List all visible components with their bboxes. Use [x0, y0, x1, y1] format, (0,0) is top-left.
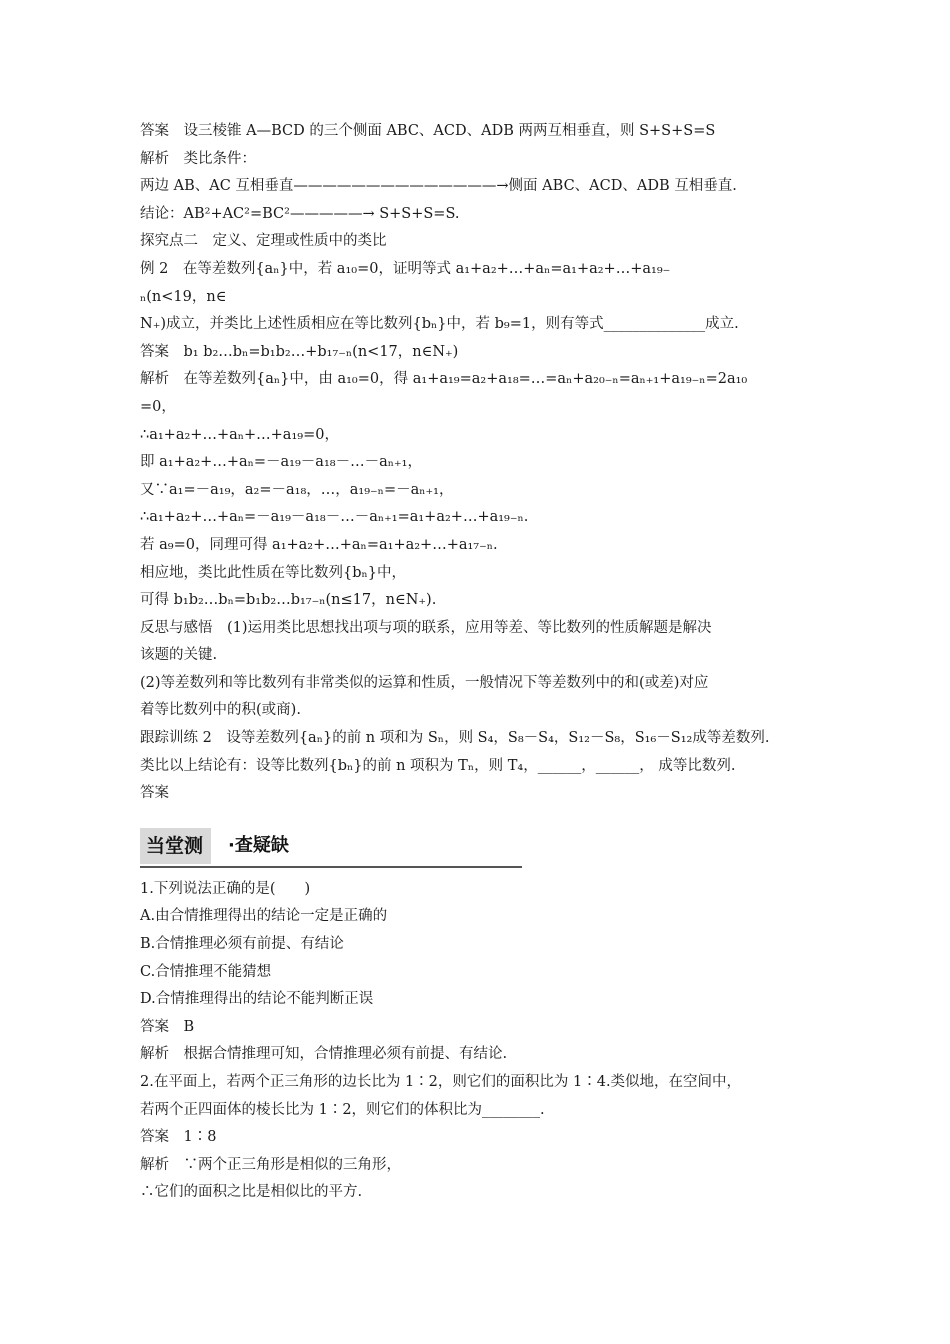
analysis-line-cont: ∴它们的面积之比是相似比的平方.: [140, 1184, 363, 1201]
exploration-heading: 探究点二 定义、定理或性质中的类比: [140, 233, 387, 250]
derivation-line: 若 a₉=0，同理可得 a₁+a₂+…+aₙ=a₁+a₂+…+a₁₇₋ₙ.: [140, 536, 498, 553]
question-1: 1.下列说法正确的是( ): [140, 880, 311, 897]
answer-line: 答案 B: [140, 1018, 195, 1035]
example-2-line-cont: N₊)成立，并类比上述性质相应在等比数列{bₙ}中，若 b₉=1，则有等式______________成立.: [140, 316, 739, 333]
question-2-cont: 若两个正四面体的棱长比为 1∶2，则它们的体积比为________.: [140, 1101, 545, 1118]
derivation-line: ∴a₁+a₂+…+aₙ+…+a₁₉=0，: [140, 426, 339, 443]
derivation-line: 又∵a₁=－a₁₉，a₂=－a₁₈，…，a₁₉₋ₙ=－aₙ₊₁，: [140, 481, 454, 498]
option-d: D.合情推理得出的结论不能判断正误: [140, 991, 374, 1008]
section-subtitle: ·查疑缺: [228, 834, 289, 856]
reflection-line: (2)等差数列和等比数列有非常类似的运算和性质，一般情况下等差数列中的和(或差)对应: [140, 674, 709, 691]
reflection-line: 反思与感悟 (1)运用类比思想找出项与项的联系，应用等差、等比数列的性质解题是解决: [140, 619, 712, 636]
option-b: B.合情推理必须有前提、有结论: [140, 936, 344, 953]
analysis-line: 解析 类比条件：: [140, 150, 256, 167]
conclusion-line: 结论：AB²+AC²=BC²—————→ S+S+S=S.: [140, 205, 460, 222]
derivation-line: ∴a₁+a₂+…+aₙ=－a₁₉－a₁₈－…－aₙ₊₁=a₁+a₂+…+a₁₉₋ₙ.: [140, 509, 529, 526]
document-page: [140, 118, 830, 1207]
example-2-line: 例 2 在等差数列{aₙ}中，若 a₁₀=0，证明等式 a₁+a₂+…+aₙ=a₁+a₂+…+a₁₉₋: [140, 260, 671, 277]
answer-line: 答案: [140, 785, 169, 802]
analysis-line: 解析 根据合情推理可知，合情推理必须有前提、有结论.: [140, 1046, 508, 1063]
practice-2-line-cont: 类比以上结论有：设等比数列{bₙ}的前 n 项积为 Tₙ，则 T₄，______，______， 成等比数列.: [140, 757, 736, 774]
analysis-line: 解析 在等差数列{aₙ}中，由 a₁₀=0，得 a₁+a₁₉=a₂+a₁₈=…=aₙ+a₂₀₋ₙ=aₙ₊₁+a₁₉₋ₙ=2a₁₀: [140, 371, 748, 388]
section-title: 当堂测: [140, 828, 211, 864]
answer-line: 答案 设三棱锥 A—BCD 的三个侧面 ABC、ACD、ADB 两两互相垂直，则 S+S+S=S: [140, 123, 716, 139]
answer-line: 答案 b₁ b₂…bₙ=b₁b₂…+b₁₇₋ₙ(n<17，n∈N₊): [140, 343, 459, 360]
bottom-content: [140, 876, 830, 1207]
analysis-line-cont: =0，: [140, 398, 176, 415]
analysis-line: 解析 ∵两个正三角形是相似的三角形，: [140, 1156, 401, 1173]
section-divider: [140, 866, 522, 868]
practice-2-line: 跟踪训练 2 设等差数列{aₙ}的前 n 项和为 Sₙ，则 S₄，S₈－S₄，S₁₂－S₈，S₁₆－S₁₂成等差数列.: [140, 730, 770, 747]
derivation-line: 可得 b₁b₂…bₙ=b₁b₂…b₁₇₋ₙ(n≤17，n∈N₊).: [140, 592, 437, 609]
option-c: C.合情推理不能猜想: [140, 963, 272, 980]
reflection-line-cont: 着等比数列中的积(或商).: [140, 702, 301, 719]
reflection-line-cont: 该题的关键.: [140, 647, 218, 664]
analogy-condition-line: 两边 AB、AC 互相垂直——————————————→侧面 ABC、ACD、ADB 互相垂直.: [140, 178, 737, 195]
top-content: [140, 118, 830, 808]
option-a: A.由合情推理得出的结论一定是正确的: [140, 908, 388, 925]
derivation-line: 即 a₁+a₂+…+aₙ=－a₁₉－a₁₈－…－aₙ₊₁，: [140, 454, 422, 471]
section-header: [140, 828, 522, 868]
question-2: 2.在平面上，若两个正三角形的边长比为 1∶2，则它们的面积比为 1∶4.类似地，在空间中，: [140, 1074, 742, 1090]
derivation-line: 相应地，类比此性质在等比数列{bₙ}中，: [140, 564, 407, 581]
example-2-line-cont: ₙ(n<19，n∈: [140, 288, 227, 305]
answer-line: 答案 1∶8: [140, 1129, 217, 1146]
